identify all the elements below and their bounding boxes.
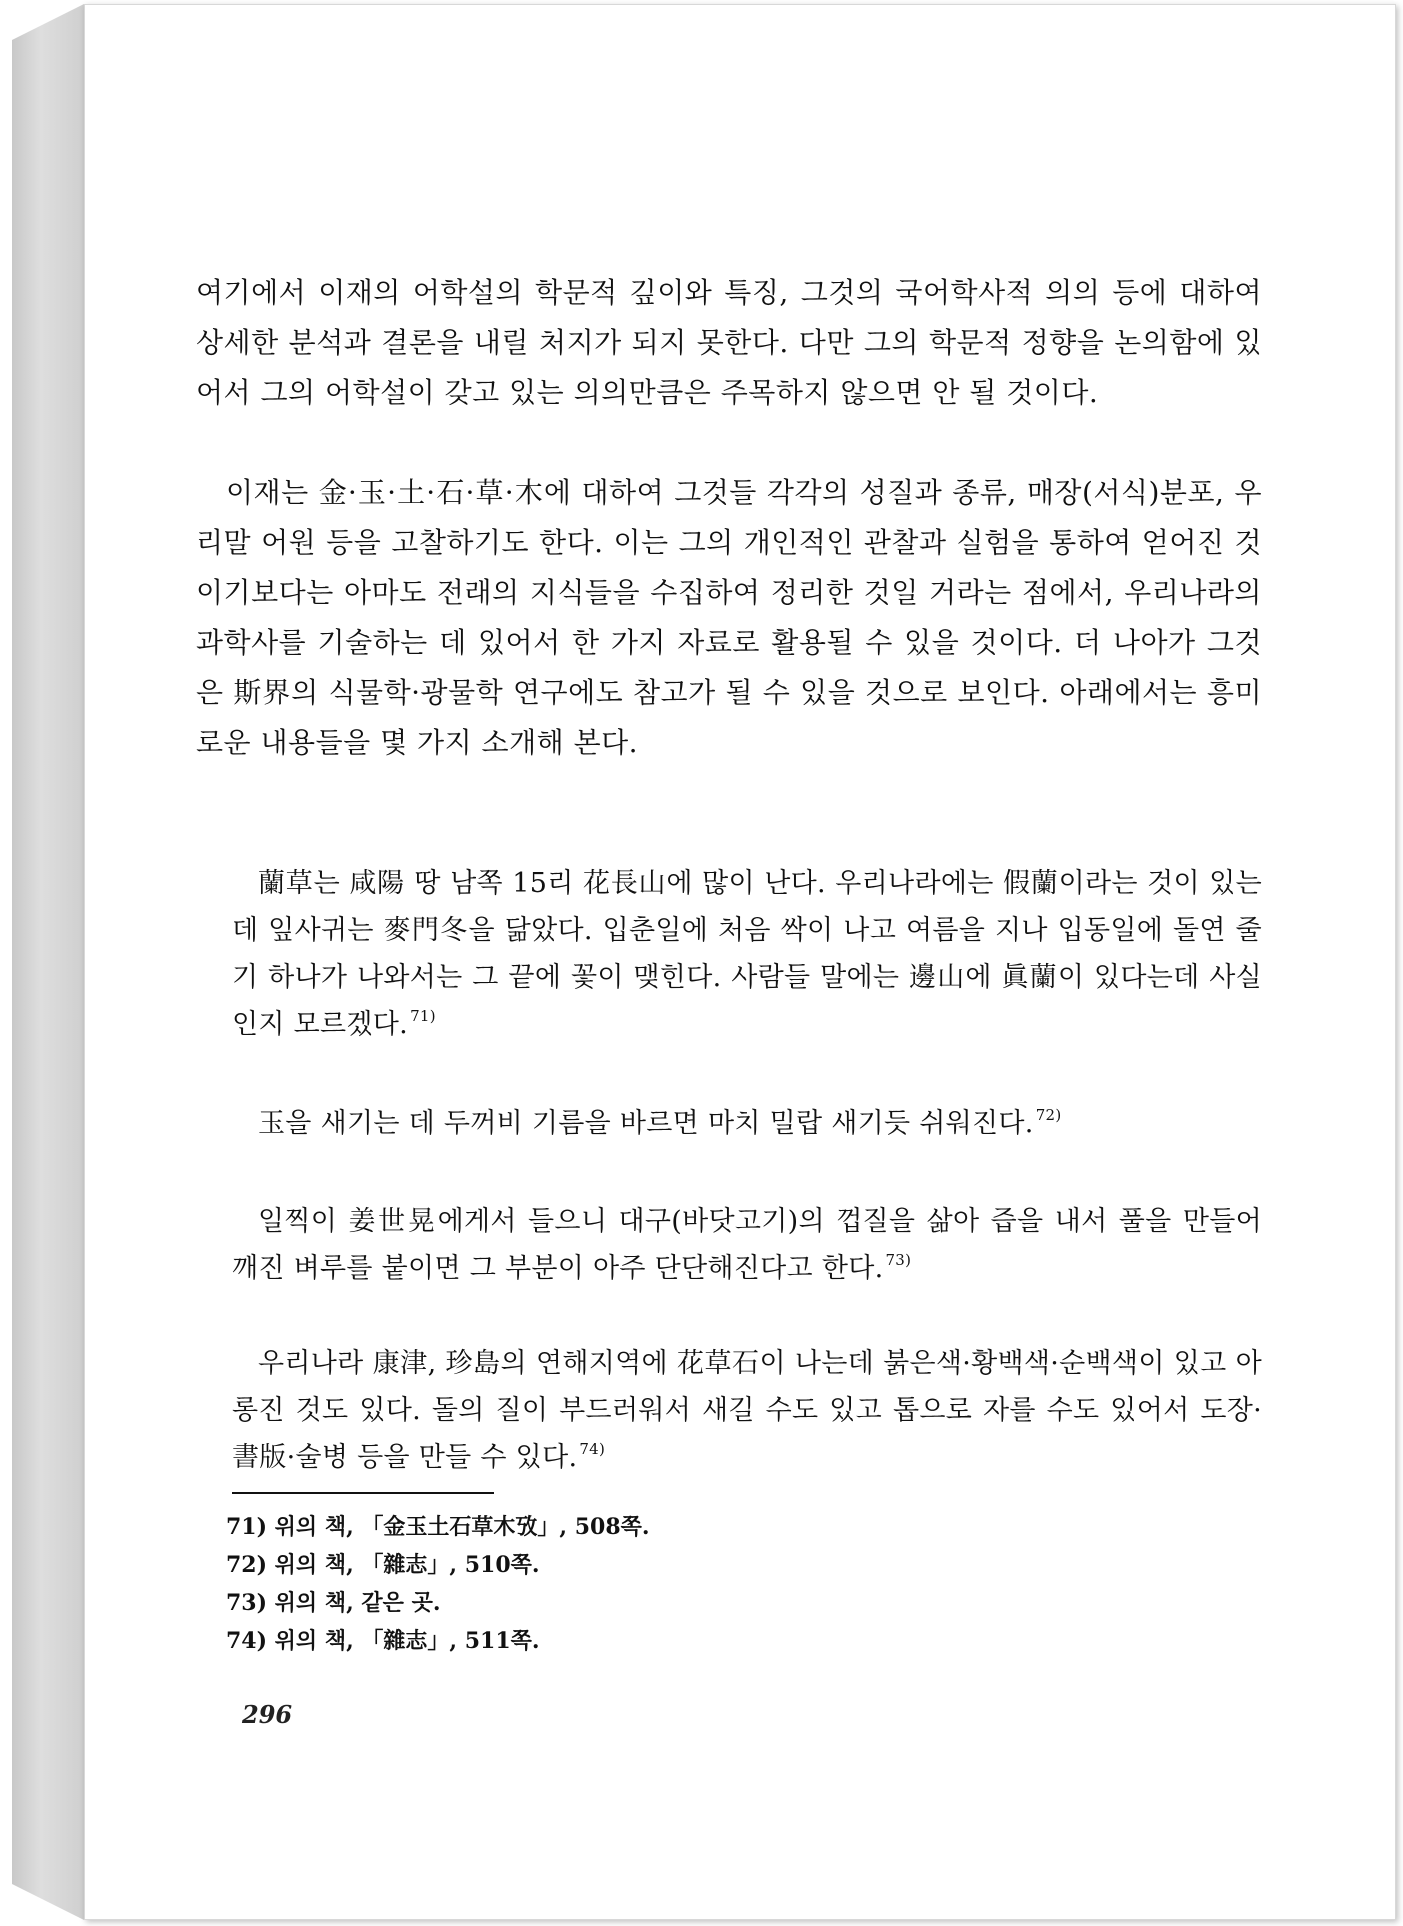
footnotes — [226, 1508, 826, 1660]
footnote-71: 71) 위의 책, 「金玉土石草木攷」, 508쪽. — [226, 1514, 650, 1540]
footnote-divider — [232, 1492, 494, 1494]
quote-text: 玉을 새기는 데 두꺼비 기름을 바르면 마치 밀랍 새기듯 쉬워진다. — [258, 1108, 1034, 1139]
book-spine — [12, 4, 84, 1920]
footnote-ref[interactable]: 73) — [885, 1251, 912, 1269]
footnote-74: 74) 위의 책, 「雜志」, 511쪽. — [226, 1628, 540, 1654]
quote-text: 蘭草는 咸陽 땅 남쪽 15리 花長山에 많이 난다. 우리나라에는 假蘭이라는 것이 있는데 잎사귀는 麥門冬을 닮았다. 입춘일에 처음 싹이 나고 여름을 지나 입동일에 돌연 줄기 하나가 나와서는 그 끝에 꽃이 맺힌다. 사람들 말에는 邊山에 眞蘭이 있다는데 사실인지 모르겠다. — [232, 868, 1262, 1040]
footnote-ref[interactable]: 72) — [1035, 1106, 1062, 1124]
quote-block-3 — [232, 1198, 1262, 1292]
quote-text: 일찍이 姜世晃에게서 들으니 대구(바닷고기)의 껍질을 삶아 즙을 내서 풀을 만들어 깨진 벼루를 붙이면 그 부분이 아주 단단해진다고 한다. — [232, 1206, 1262, 1284]
footnote-ref[interactable]: 71) — [410, 1007, 436, 1025]
quote-block-2 — [232, 1100, 1262, 1147]
body-paragraph-1: 여기에서 이재의 어학설의 학문적 깊이와 특징, 그것의 국어학사적 의의 등에 대하여 상세한 분석과 결론을 내릴 처지가 되지 못한다. 다만 그의 학문적 정향을 논의함에 있어서 그의 어학설이 갖고 있는 의의만큼은 주목하지 않으면 안 될 것이다. — [196, 276, 1262, 409]
quote-text: 우리나라 康津, 珍島의 연해지역에 花草石이 나는데 붉은색·황백색·순백색이 있고 아롱진 것도 있다. 돌의 질이 부드러워서 새길 수도 있고 톱으로 자를 수도 있어서 도장·書版·술병 등을 만들 수 있다. — [232, 1348, 1262, 1473]
footnote-73: 73) 위의 책, 같은 곳. — [226, 1590, 441, 1616]
footnote-72: 72) 위의 책, 「雜志」, 510쪽. — [226, 1552, 540, 1578]
quote-block-1 — [232, 860, 1262, 1048]
page-number: 296 — [242, 1700, 293, 1729]
footnote-ref[interactable]: 74) — [579, 1440, 606, 1458]
body-paragraph-2: 이재는 金·玉·土·石·草·木에 대하여 그것들 각각의 성질과 종류, 매장(서식)분포, 우리말 어원 등을 고찰하기도 한다. 이는 그의 개인적인 관찰과 실험을 통하여 얻어진 것이기보다는 아마도 전래의 지식들을 수집하여 정리한 것일 거라는 점에서, 우리나라의 과학사를 기술하는 데 있어서 한 가지 자료로 활용될 수 있을 것이다. 더 나아가 그것은 斯界의 식물학·광물학 연구에도 참고가 될 수 있을 것으로 보인다. 아래에서는 흥미로운 내용들을 몇 가지 소개해 본다. — [196, 476, 1262, 759]
quote-block-4 — [232, 1340, 1262, 1481]
